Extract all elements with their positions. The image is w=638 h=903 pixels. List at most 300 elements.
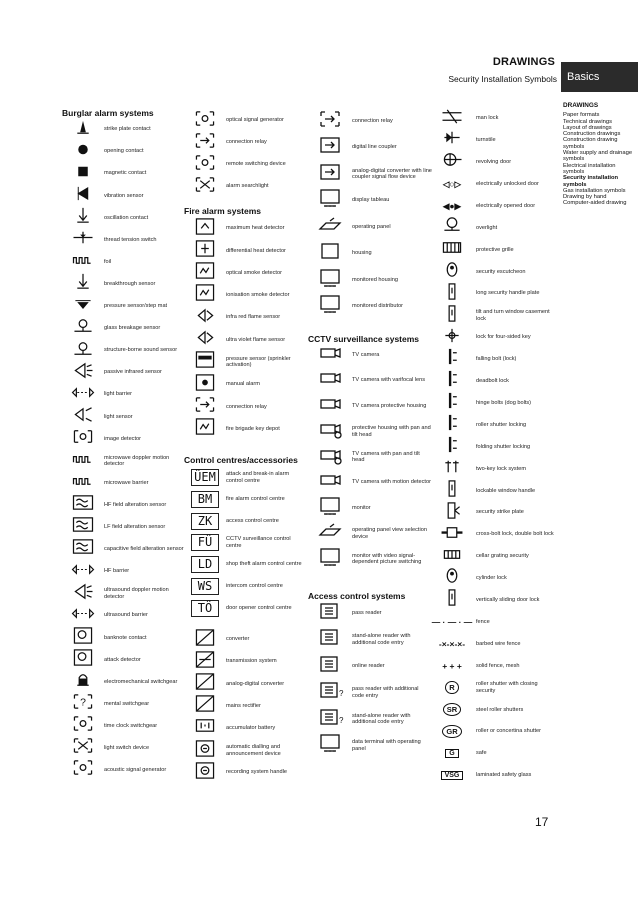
symbol-entry bbox=[184, 576, 306, 597]
symbol-label: fence bbox=[476, 618, 490, 625]
housing-icon bbox=[317, 241, 343, 266]
symbol-entry bbox=[184, 629, 306, 650]
key-depot-icon bbox=[192, 417, 218, 441]
symbol-entry bbox=[62, 649, 184, 670]
symbol-label: security strike plate bbox=[476, 509, 524, 516]
symbol-label: foil bbox=[104, 258, 112, 265]
sidebar-item[interactable]: Gas installation symbols bbox=[563, 187, 626, 194]
symbol-entry bbox=[308, 137, 432, 159]
symbol-entry bbox=[428, 174, 554, 195]
structure-sound-icon bbox=[70, 339, 96, 363]
symbol-label: falling bolt (lock) bbox=[476, 356, 517, 363]
symbol-entry bbox=[62, 627, 184, 648]
symbol-entry bbox=[62, 583, 184, 604]
sidebar-item[interactable]: Paper formats bbox=[563, 112, 600, 119]
ir-flame-icon bbox=[192, 306, 218, 330]
symbol-entry bbox=[184, 532, 306, 553]
symbol-entry bbox=[428, 327, 554, 348]
header-subtitle: Security Installation Symbols bbox=[448, 74, 557, 84]
symbol-entry bbox=[308, 523, 432, 545]
symbol-entry bbox=[62, 672, 184, 693]
uv-flame-icon bbox=[192, 328, 218, 352]
filled-flag-icon bbox=[70, 184, 96, 208]
symbol-entry bbox=[184, 740, 306, 761]
symbol-entry bbox=[62, 495, 184, 516]
symbol-entry bbox=[62, 473, 184, 494]
symbol-label: stand-alone reader with additional code entry bbox=[352, 633, 411, 646]
dialler-icon bbox=[192, 739, 218, 763]
symbol-label: infra red flame sensor bbox=[226, 314, 281, 321]
symbol-entry bbox=[184, 154, 306, 175]
symbol-label: connection relay bbox=[226, 403, 267, 410]
symbol-entry bbox=[428, 108, 554, 129]
symbol-entry bbox=[308, 735, 432, 757]
symbol-entry bbox=[428, 765, 554, 786]
symbol-label: connection relay bbox=[352, 117, 393, 124]
symbol-label: automatic dialling and announcement device bbox=[226, 744, 281, 757]
symbol-entry bbox=[62, 340, 184, 361]
symbol-entry bbox=[62, 296, 184, 317]
symbol-label: microwave doppler motion detector bbox=[104, 454, 170, 467]
connection-relay-2-icon bbox=[192, 395, 218, 419]
symbol-label: door opener control centre bbox=[226, 605, 292, 612]
symbol-entry bbox=[62, 406, 184, 427]
symbol-label: stand-alone reader with additional code entry bbox=[352, 712, 411, 725]
arrow-down-dot-icon bbox=[70, 206, 96, 230]
symbol-entry bbox=[62, 738, 184, 759]
symbol-label: hinge bolts (dog bolts) bbox=[476, 399, 532, 406]
monitored-housing-icon bbox=[317, 268, 343, 293]
symbol-label: HF barrier bbox=[104, 568, 130, 575]
symbol-label: pressure sensor (sprinkler activation) bbox=[226, 355, 291, 369]
symbol-entry bbox=[184, 110, 306, 131]
symbol-entry bbox=[428, 480, 554, 501]
svg-text:?: ? bbox=[80, 697, 86, 709]
folding-lock-icon bbox=[439, 435, 465, 459]
optical-smoke-icon bbox=[192, 261, 218, 285]
symbol-entry bbox=[62, 694, 184, 715]
section-tab[interactable]: Basics bbox=[561, 62, 638, 92]
standalone-reader-icon bbox=[317, 627, 343, 652]
symbol-entry bbox=[62, 384, 184, 405]
symbol-label: acoustic signal generator bbox=[104, 767, 167, 774]
symbol-entry bbox=[308, 446, 432, 468]
symbol-label: optical signal generator bbox=[226, 117, 284, 124]
symbol-label: CCTV surveillance control centre bbox=[226, 536, 291, 549]
symbol-entry bbox=[428, 721, 554, 742]
symbol-entry bbox=[428, 546, 554, 567]
symbol-label: data terminal with operating panel bbox=[352, 739, 421, 752]
symbol-label: TV camera with pan and tilt head bbox=[352, 450, 420, 463]
symbol-label: differential heat detector bbox=[226, 247, 286, 254]
symbol-entry bbox=[308, 395, 432, 417]
view-selection-icon bbox=[317, 521, 343, 546]
symbol-entry bbox=[428, 415, 554, 436]
symbol-label: two-key lock system bbox=[476, 465, 527, 472]
symbol-label: folding shutter locking bbox=[476, 443, 531, 450]
sidebar-item[interactable]: Construction drawing symbols bbox=[563, 137, 618, 150]
image-detector-icon bbox=[70, 427, 96, 451]
symbol-label: solid fence, mesh bbox=[476, 662, 520, 669]
symbol-entry bbox=[62, 362, 184, 383]
tv-camera-icon bbox=[317, 343, 343, 368]
symbol-label: operating panel view selection device bbox=[352, 527, 427, 540]
line-coupler-icon bbox=[317, 135, 343, 160]
symbol-entry bbox=[428, 590, 554, 611]
question-bracket-icon bbox=[70, 692, 96, 716]
svg-text:?: ? bbox=[339, 715, 344, 725]
symbol-entry bbox=[428, 612, 554, 633]
sidebar-item[interactable]: Drawing by hand bbox=[563, 194, 607, 201]
sidebar-contents bbox=[563, 103, 633, 207]
falling-bolt-icon bbox=[439, 347, 465, 371]
safety-glass-icon: VSG bbox=[441, 771, 464, 780]
symbol-entry bbox=[308, 655, 432, 677]
symbol-entry bbox=[428, 568, 554, 589]
hf-field-icon bbox=[70, 493, 96, 517]
symbol-entry bbox=[428, 437, 554, 458]
symbol-entry bbox=[428, 656, 554, 677]
symbol-label: protective grille bbox=[476, 246, 514, 253]
symbol-entry bbox=[428, 305, 554, 326]
symbol-label: TV camera bbox=[352, 351, 380, 358]
standalone-code-icon bbox=[317, 707, 343, 732]
symbol-label: accumulator battery bbox=[226, 725, 276, 732]
symbol-entry bbox=[428, 634, 554, 655]
symbol-entry bbox=[184, 718, 306, 739]
symbol-label: cellar grating security bbox=[476, 553, 529, 560]
symbol-entry bbox=[62, 451, 184, 472]
symbol-entry bbox=[184, 240, 306, 261]
symbol-entry bbox=[428, 239, 554, 260]
symbol-label: roller or concertina shutter bbox=[476, 728, 541, 735]
ultrasound-barrier-icon bbox=[70, 604, 96, 628]
symbol-entry bbox=[308, 190, 432, 212]
symbol-entry bbox=[62, 274, 184, 295]
symbol-entry bbox=[428, 502, 554, 523]
light-sensor-icon bbox=[70, 405, 96, 429]
monitored-distributor-icon bbox=[317, 294, 343, 319]
symbol-label: banknote contact bbox=[104, 634, 147, 641]
symbol-label: connection relay bbox=[226, 139, 267, 146]
unlocked-door-icon: ◁○▷ bbox=[442, 178, 462, 189]
varifocal-camera-icon bbox=[317, 368, 343, 393]
symbol-label: HF field alteration sensor bbox=[104, 501, 167, 508]
symbol-label: TV camera protective housing bbox=[352, 402, 427, 409]
symbol-entry bbox=[308, 216, 432, 238]
cross-bolt-icon bbox=[439, 523, 465, 547]
remote-switch-icon bbox=[192, 153, 218, 177]
section-heading: Burglar alarm systems bbox=[62, 108, 154, 118]
symbol-entry bbox=[62, 517, 184, 538]
sidebar-item[interactable]: Security installation symbols bbox=[563, 175, 619, 188]
symbol-entry bbox=[308, 602, 432, 624]
symbol-label: opening contact bbox=[104, 148, 144, 155]
symbol-entry bbox=[308, 682, 432, 704]
symbol-label: intercom control centre bbox=[226, 583, 283, 590]
symbol-entry bbox=[428, 196, 554, 217]
barbed-fence-icon: -×-×-×- bbox=[438, 639, 466, 650]
symbol-label: ultrasound doppler motion detector bbox=[104, 587, 169, 600]
sidebar-item[interactable]: Construction drawings bbox=[563, 131, 621, 138]
attack-detector-icon bbox=[70, 648, 96, 672]
optical-signal-icon bbox=[192, 109, 218, 133]
pass-code-reader-icon bbox=[317, 680, 343, 705]
camera-housing-icon bbox=[317, 394, 343, 419]
symbol-entry bbox=[308, 497, 432, 519]
symbol-label: security escutcheon bbox=[476, 268, 526, 275]
symbol-label: structure-borne sound sensor bbox=[104, 347, 178, 354]
symbol-label: turnstile bbox=[476, 137, 496, 144]
symbol-entry bbox=[428, 152, 554, 173]
symbol-entry bbox=[428, 130, 554, 151]
symbol-entry bbox=[184, 598, 306, 619]
symbol-label: shop theft alarm control centre bbox=[226, 561, 302, 568]
symbol-label: remote switching device bbox=[226, 161, 286, 168]
symbol-label: capacitive field alteration sensor bbox=[104, 546, 184, 553]
section-heading: Access control systems bbox=[308, 591, 406, 601]
page-number: 17 bbox=[535, 815, 549, 829]
mesh-fence-icon: + + + bbox=[442, 661, 462, 671]
symbol-entry bbox=[184, 489, 306, 510]
time-clock-icon bbox=[70, 714, 96, 738]
acoustic-signal-icon bbox=[70, 758, 96, 782]
symbol-entry bbox=[184, 263, 306, 284]
symbol-label: pressure sensor/step mat bbox=[104, 303, 168, 310]
symbol-entry bbox=[184, 554, 306, 575]
symbol-label: vertically sliding door lock bbox=[476, 597, 540, 604]
symbol-entry bbox=[184, 673, 306, 694]
symbol-entry bbox=[62, 163, 184, 184]
passive-infrared-icon bbox=[70, 361, 96, 385]
symbol-entry bbox=[308, 421, 432, 443]
revolving-door-icon bbox=[439, 150, 465, 174]
symbol-label: monitor bbox=[352, 504, 371, 511]
strike-plate-icon bbox=[70, 118, 96, 142]
symbol-entry bbox=[428, 349, 554, 370]
hinge-bolt-icon bbox=[439, 391, 465, 415]
symbol-entry bbox=[428, 283, 554, 304]
symbol-label: TV camera with motion detector bbox=[352, 479, 431, 486]
sprinkler-icon bbox=[192, 350, 218, 374]
symbol-label: barbed wire fence bbox=[476, 640, 521, 647]
casement-lock-icon bbox=[439, 304, 465, 328]
ad-coupler-icon bbox=[317, 162, 343, 187]
symbol-label: fire alarm control centre bbox=[226, 496, 285, 503]
symbol-entry bbox=[428, 218, 554, 239]
symbol-label: electromechanical switchgear bbox=[104, 678, 178, 685]
symbol-label: steel roller shutters bbox=[476, 706, 524, 713]
symbol-label: strike plate contact bbox=[104, 126, 151, 133]
steel-shutter-icon: SR bbox=[443, 703, 461, 716]
hf-barrier-icon bbox=[70, 560, 96, 584]
symbol-entry bbox=[428, 393, 554, 414]
symbol-label: roller shutter locking bbox=[476, 421, 527, 428]
symbol-label: overlight bbox=[476, 224, 498, 231]
man-lock-icon bbox=[439, 107, 465, 131]
sidebar-heading: DRAWINGS bbox=[563, 102, 599, 109]
symbol-entry bbox=[62, 230, 184, 251]
symbol-label: thread tension switch bbox=[104, 236, 157, 243]
symbol-label: ultrasound barrier bbox=[104, 612, 148, 619]
converter-icon bbox=[192, 628, 218, 652]
symbol-label: pass reader with additional code entry bbox=[352, 686, 419, 699]
symbol-entry bbox=[184, 330, 306, 351]
symbol-label: electrically unlocked door bbox=[476, 180, 539, 187]
header-title: DRAWINGS bbox=[492, 56, 555, 68]
symbol-label: light sensor bbox=[104, 413, 133, 420]
symbol-entry bbox=[308, 296, 432, 318]
two-key-icon bbox=[439, 457, 465, 481]
symbol-entry bbox=[308, 472, 432, 494]
symbol-entry bbox=[62, 716, 184, 737]
glass-break-icon bbox=[70, 316, 96, 340]
symbol-label: light switch device bbox=[104, 745, 150, 752]
sidebar-item[interactable]: Technical drawings bbox=[563, 118, 612, 125]
symbol-label: housing bbox=[352, 250, 372, 257]
microwave-doppler-icon bbox=[70, 449, 96, 473]
symbol-entry bbox=[62, 141, 184, 162]
foil-wave-icon bbox=[70, 250, 96, 274]
grille-icon bbox=[439, 238, 465, 262]
symbol-label: long security handle plate bbox=[476, 290, 540, 297]
symbol-label: magnetic contact bbox=[104, 170, 147, 177]
bell-switch-icon bbox=[70, 670, 96, 694]
symbol-label: light barrier bbox=[104, 391, 132, 398]
section-heading: Control centres/accessories bbox=[184, 455, 298, 465]
control-centre-code-box: ZK bbox=[191, 513, 219, 530]
symbol-label: tilt and turn window casement lock bbox=[476, 309, 550, 322]
connection-relay-icon bbox=[192, 131, 218, 155]
sliding-lock-icon bbox=[439, 588, 465, 612]
transmission-icon bbox=[192, 650, 218, 674]
symbol-entry bbox=[62, 561, 184, 582]
online-reader-icon bbox=[317, 654, 343, 679]
symbol-label: monitored housing bbox=[352, 276, 399, 283]
symbol-entry bbox=[308, 344, 432, 366]
symbol-label: passive infrared sensor bbox=[104, 369, 162, 376]
symbol-label: glass breakage sensor bbox=[104, 325, 161, 332]
step-mat-icon bbox=[70, 294, 96, 318]
symbol-label: operating panel bbox=[352, 223, 391, 230]
pan-tilt-housing-icon bbox=[317, 419, 343, 444]
control-centre-code-box: ÜEM bbox=[191, 469, 219, 486]
symbol-entry bbox=[62, 428, 184, 449]
symbol-label: man lock bbox=[476, 115, 499, 122]
symbol-label: digital line coupler bbox=[352, 144, 397, 151]
symbol-entry bbox=[428, 524, 554, 545]
deadbolt-icon bbox=[439, 369, 465, 393]
symbol-label: display tableau bbox=[352, 197, 390, 204]
opened-door-icon: ◀●▶ bbox=[442, 200, 462, 211]
cellar-grating-icon bbox=[439, 545, 465, 569]
safe-icon: G bbox=[445, 749, 458, 758]
control-centre-code-box: TÖ bbox=[191, 600, 219, 617]
manual-alarm-icon bbox=[192, 373, 218, 397]
sidebar-item[interactable]: Electrical installation symbols bbox=[563, 162, 616, 175]
escutcheon-icon bbox=[439, 260, 465, 284]
symbol-label: access control centre bbox=[226, 517, 279, 524]
control-centre-code-box: BM bbox=[191, 491, 219, 508]
symbol-label: analog-digital converter with line coupler signal flow device bbox=[352, 167, 432, 180]
symbol-label: time clock switchgear bbox=[104, 722, 158, 729]
section-heading: CCTV surveillance systems bbox=[308, 334, 420, 344]
symbol-entry bbox=[428, 677, 554, 698]
symbol-entry bbox=[62, 185, 184, 206]
symbol-entry bbox=[184, 511, 306, 532]
capacitive-icon bbox=[70, 537, 96, 561]
light-switch-icon bbox=[70, 736, 96, 760]
symbol-entry bbox=[184, 307, 306, 328]
symbol-label: LF field alteration sensor bbox=[104, 524, 166, 531]
symbol-label: attack detector bbox=[104, 656, 141, 663]
window-handle-icon bbox=[439, 479, 465, 503]
symbol-entry bbox=[184, 762, 306, 783]
symbol-label: vibration sensor bbox=[104, 192, 144, 199]
sidebar-item[interactable]: Layout of drawings bbox=[563, 124, 612, 131]
symbol-label: mains rectifier bbox=[226, 702, 261, 709]
symbol-entry bbox=[184, 419, 306, 440]
svg-text:?: ? bbox=[339, 689, 344, 698]
symbol-label: fire brigade key depot bbox=[226, 425, 280, 432]
symbol-entry bbox=[184, 696, 306, 717]
symbol-label: mental switchgear bbox=[104, 700, 150, 707]
symbol-entry bbox=[62, 318, 184, 339]
recording-icon bbox=[192, 761, 218, 785]
pass-reader-icon bbox=[317, 601, 343, 626]
symbol-label: TV camera with varifocal lens bbox=[352, 377, 426, 384]
symbol-label: deadbolt lock bbox=[476, 378, 509, 385]
symbol-label: analog-digital converter bbox=[226, 680, 285, 687]
turnstile-icon bbox=[439, 128, 465, 152]
thread-tension-icon bbox=[70, 228, 96, 252]
control-centre-code-box: WS bbox=[191, 578, 219, 595]
battery-icon bbox=[192, 716, 218, 740]
banknote-icon bbox=[70, 626, 96, 650]
symbol-entry bbox=[308, 110, 432, 132]
symbol-entry bbox=[428, 261, 554, 282]
symbol-label: breakthrough sensor bbox=[104, 280, 156, 287]
symbol-label: recording system handle bbox=[226, 769, 287, 776]
symbol-entry bbox=[62, 207, 184, 228]
symbol-entry bbox=[308, 370, 432, 392]
ionisation-icon bbox=[192, 283, 218, 307]
overlight-icon bbox=[439, 216, 465, 240]
four-key-lock-icon bbox=[439, 326, 465, 350]
symbol-entry bbox=[184, 176, 306, 197]
symbol-label: microwave barrier bbox=[104, 479, 149, 486]
fence-icon: — · — · — bbox=[431, 617, 473, 628]
video-switch-monitor-icon bbox=[317, 547, 343, 572]
symbol-entry bbox=[62, 539, 184, 560]
ultrasound-doppler-icon bbox=[70, 582, 96, 606]
diff-heat-icon bbox=[192, 239, 218, 263]
sidebar-item[interactable]: Water supply and drainage symbols bbox=[563, 150, 633, 163]
symbol-label: ionisation smoke detector bbox=[226, 292, 290, 299]
arrow-down-bar-icon bbox=[70, 272, 96, 296]
sidebar-item[interactable]: Computer-aided drawing bbox=[563, 200, 627, 207]
roller-shutter-icon: R bbox=[445, 681, 458, 694]
symbol-label: pass reader bbox=[352, 609, 382, 616]
symbol-label: safe bbox=[476, 750, 487, 757]
light-barrier-icon bbox=[70, 383, 96, 407]
cylinder-lock-icon bbox=[439, 566, 465, 590]
symbol-label: ultra violet flame sensor bbox=[226, 336, 286, 343]
handle-plate-icon bbox=[439, 282, 465, 306]
symbol-label: monitored distributor bbox=[352, 303, 403, 310]
symbol-label: transmission system bbox=[226, 658, 277, 665]
symbol-label: monitor with video signal-dependent picture switching bbox=[352, 552, 422, 565]
